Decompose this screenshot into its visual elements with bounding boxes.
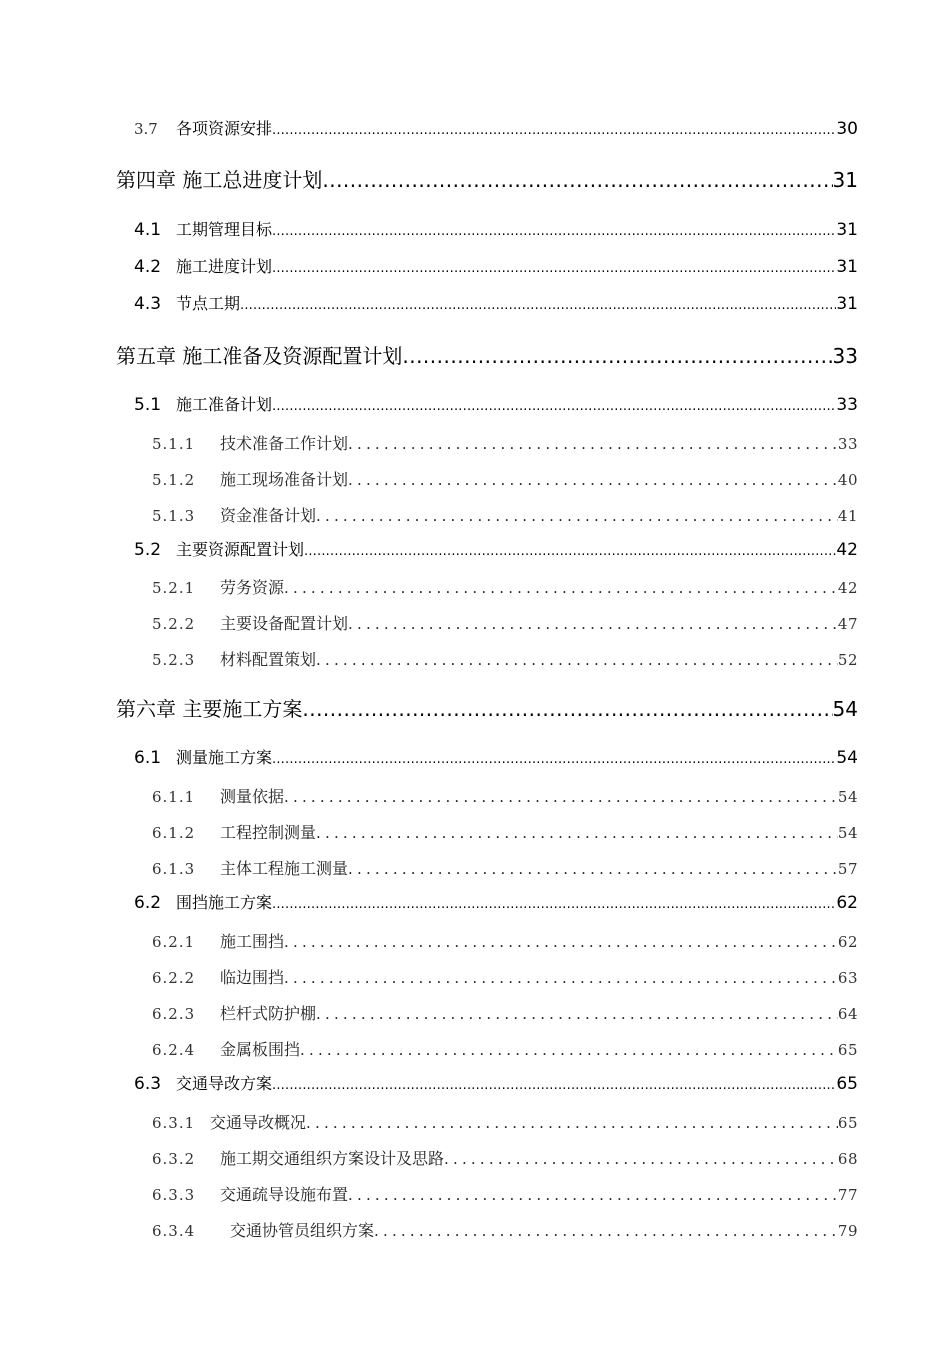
toc-entry[interactable] xyxy=(152,1182,858,1205)
toc-dot-leader xyxy=(316,507,838,525)
toc-entry[interactable] xyxy=(152,820,858,843)
toc-entry-number: 5.1.2 xyxy=(152,471,196,489)
toc-entry-title: 资金准备计划 xyxy=(220,506,317,525)
toc-entry-page-number: 62 xyxy=(837,933,858,951)
toc-entry-number: 5.1.1 xyxy=(152,435,196,453)
toc-entry-title: 交通疏导设施布置 xyxy=(220,1185,349,1204)
toc-entry-title: 第五章 施工准备及资源配置计划 xyxy=(116,344,403,368)
toc-entry[interactable] xyxy=(116,340,858,369)
toc-entry[interactable] xyxy=(152,503,858,526)
toc-entry-page-number: 54 xyxy=(836,748,858,768)
toc-entry-page-number: 33 xyxy=(836,395,858,415)
toc-entry-title: 第六章 主要施工方案 xyxy=(116,697,303,721)
toc-entry-page-number: 65 xyxy=(837,1114,858,1132)
toc-entry-page-number: 54 xyxy=(837,824,858,842)
toc-entry[interactable] xyxy=(152,647,858,670)
toc-entry[interactable] xyxy=(134,890,858,913)
toc-dot-leader xyxy=(284,969,838,987)
toc-entry[interactable] xyxy=(152,965,858,988)
toc-dot-leader xyxy=(402,344,832,368)
toc-entry-page-number: 52 xyxy=(837,651,858,669)
toc-entry-page-number: 65 xyxy=(836,1074,858,1094)
toc-entry-number: 6.2.3 xyxy=(152,1005,196,1023)
toc-entry-title: 围挡施工方案 xyxy=(176,893,273,912)
toc-entry[interactable] xyxy=(134,537,858,560)
toc-dot-leader xyxy=(284,933,838,951)
toc-entry[interactable] xyxy=(152,431,858,454)
toc-entry[interactable] xyxy=(152,1218,858,1241)
toc-entry-title: 施工进度计划 xyxy=(176,257,273,276)
toc-dot-leader xyxy=(348,435,838,453)
toc-entry-number: 5.1.3 xyxy=(152,507,196,525)
toc-entry[interactable] xyxy=(152,1110,858,1133)
toc-entry-number: 6.1 xyxy=(134,748,162,768)
toc-entry-page-number: 65 xyxy=(837,1041,858,1059)
toc-dot-leader xyxy=(306,1114,838,1132)
toc-entry-page-number: 33 xyxy=(837,435,858,453)
toc-entry[interactable] xyxy=(134,291,858,314)
toc-entry-number: 5.2 xyxy=(134,540,162,560)
toc-entry-title: 主要资源配置计划 xyxy=(176,540,305,559)
toc-entry-number: 6.2 xyxy=(134,893,162,913)
toc-entry-title: 测量施工方案 xyxy=(176,748,273,767)
toc-entry-number: 6.3.1 xyxy=(152,1114,196,1132)
toc-entry-page-number: 57 xyxy=(837,860,858,878)
toc-entry-title: 第四章 施工总进度计划 xyxy=(116,168,323,192)
toc-entry-page-number: 64 xyxy=(837,1005,858,1023)
toc-entry-title: 交通导改方案 xyxy=(176,1074,273,1093)
toc-entry-title: 技术准备工作计划 xyxy=(220,434,349,453)
toc-entry-number: 4.2 xyxy=(134,257,162,277)
toc-dot-leader xyxy=(302,697,832,721)
toc-entry[interactable] xyxy=(134,1071,858,1094)
toc-dot-leader xyxy=(272,261,836,276)
toc-entry-title: 各项资源安排 xyxy=(176,119,273,138)
toc-entry[interactable] xyxy=(134,745,858,768)
toc-entry-title: 节点工期 xyxy=(176,294,241,313)
toc-entry-page-number: 30 xyxy=(836,119,858,139)
toc-dot-leader xyxy=(300,1041,838,1059)
toc-dot-leader xyxy=(284,579,838,597)
toc-entry-number: 3.7 xyxy=(134,120,158,138)
toc-dot-leader xyxy=(284,788,838,806)
toc-entry-title: 施工期交通组织方案设计及思路 xyxy=(220,1149,445,1168)
toc-dot-leader xyxy=(348,615,838,633)
toc-entry-title: 施工现场准备计划 xyxy=(220,470,349,489)
toc-entry-title: 施工准备计划 xyxy=(176,395,273,414)
toc-entry[interactable] xyxy=(116,693,858,722)
toc-entry-title: 临边围挡 xyxy=(220,968,285,987)
toc-entry-page-number: 54 xyxy=(837,788,858,806)
toc-entry-number: 4.3 xyxy=(134,294,162,314)
toc-dot-leader xyxy=(240,298,836,313)
toc-entry-number: 6.3.4 xyxy=(152,1222,196,1240)
toc-dot-leader xyxy=(272,752,836,767)
toc-entry-title: 栏杆式防护棚 xyxy=(220,1004,317,1023)
toc-entry-number: 6.2.1 xyxy=(152,933,196,951)
toc-dot-leader xyxy=(316,1005,838,1023)
toc-entry[interactable] xyxy=(152,856,858,879)
toc-entry-page-number: 31 xyxy=(836,294,858,314)
toc-entry-title: 主要设备配置计划 xyxy=(220,614,349,633)
toc-entry-number: 5.1 xyxy=(134,395,162,415)
toc-entry-title: 金属板围挡 xyxy=(220,1040,301,1059)
toc-entry-page-number: 47 xyxy=(837,615,858,633)
toc-entry[interactable] xyxy=(134,254,858,277)
toc-entry-number: 6.1.1 xyxy=(152,788,196,806)
toc-entry-page-number: 31 xyxy=(836,220,858,240)
toc-entry[interactable] xyxy=(134,116,858,139)
toc-dot-leader xyxy=(444,1150,838,1168)
toc-entry-number: 6.3.2 xyxy=(152,1150,196,1168)
toc-entry-number: 6.2.2 xyxy=(152,969,196,987)
toc-entry-title: 施工围挡 xyxy=(220,932,285,951)
toc-entry[interactable] xyxy=(134,217,858,240)
toc-entry-page-number: 42 xyxy=(836,540,858,560)
toc-entry-page-number: 63 xyxy=(837,969,858,987)
toc-dot-leader xyxy=(348,471,838,489)
toc-entry-page-number: 68 xyxy=(837,1150,858,1168)
toc-entry[interactable] xyxy=(152,784,858,807)
toc-entry-page-number: 79 xyxy=(837,1222,858,1240)
toc-entry[interactable] xyxy=(116,164,858,193)
toc-entry-page-number: 40 xyxy=(837,471,858,489)
toc-entry-title: 主体工程施工测量 xyxy=(220,859,349,878)
toc-entry-title: 工程控制测量 xyxy=(220,823,317,842)
toc-entry-page-number: 54 xyxy=(832,697,858,721)
toc-entry-title: 交通协管员组织方案 xyxy=(230,1221,375,1240)
toc-entry[interactable] xyxy=(152,1146,858,1169)
toc-entry-title: 劳务资源 xyxy=(220,578,285,597)
toc-entry-page-number: 33 xyxy=(832,344,858,368)
toc-entry[interactable] xyxy=(152,611,858,634)
toc-entry-title: 交通导改概况 xyxy=(210,1113,307,1132)
toc-dot-leader xyxy=(348,1186,838,1204)
toc-dot-leader xyxy=(272,1078,836,1093)
toc-entry-number: 6.3.3 xyxy=(152,1186,196,1204)
toc-entry[interactable] xyxy=(152,575,858,598)
toc-entry-number: 5.2.3 xyxy=(152,651,196,669)
toc-entry-number: 6.1.2 xyxy=(152,824,196,842)
toc-dot-leader xyxy=(322,168,832,192)
toc-entry-number: 6.2.4 xyxy=(152,1041,196,1059)
toc-entry-page-number: 42 xyxy=(837,579,858,597)
toc-entry-page-number: 41 xyxy=(837,507,858,525)
toc-dot-leader xyxy=(374,1222,838,1240)
toc-entry[interactable] xyxy=(152,1037,858,1060)
toc-entry[interactable] xyxy=(152,929,858,952)
toc-dot-leader xyxy=(272,224,836,239)
toc-entry-page-number: 31 xyxy=(836,257,858,277)
toc-dot-leader xyxy=(272,897,836,912)
toc-entry-page-number: 62 xyxy=(836,893,858,913)
toc-dot-leader xyxy=(272,123,836,138)
toc-entry-number: 6.3 xyxy=(134,1074,162,1094)
toc-dot-leader xyxy=(316,824,838,842)
toc-entry[interactable] xyxy=(134,392,858,415)
toc-entry-number: 6.1.3 xyxy=(152,860,196,878)
toc-entry-number: 5.2.2 xyxy=(152,615,196,633)
toc-dot-leader xyxy=(304,544,836,559)
toc-entry[interactable] xyxy=(152,467,858,490)
toc-entry-number: 5.2.1 xyxy=(152,579,196,597)
toc-dot-leader xyxy=(272,399,836,414)
toc-entry-title: 材料配置策划 xyxy=(220,650,317,669)
toc-dot-leader xyxy=(348,860,838,878)
toc-dot-leader xyxy=(316,651,838,669)
toc-entry[interactable] xyxy=(152,1001,858,1024)
toc-entry-title: 工期管理目标 xyxy=(176,220,273,239)
toc-entry-title: 测量依据 xyxy=(220,787,285,806)
toc-entry-page-number: 31 xyxy=(832,168,858,192)
toc-entry-page-number: 77 xyxy=(837,1186,858,1204)
toc-entry-number: 4.1 xyxy=(134,220,162,240)
